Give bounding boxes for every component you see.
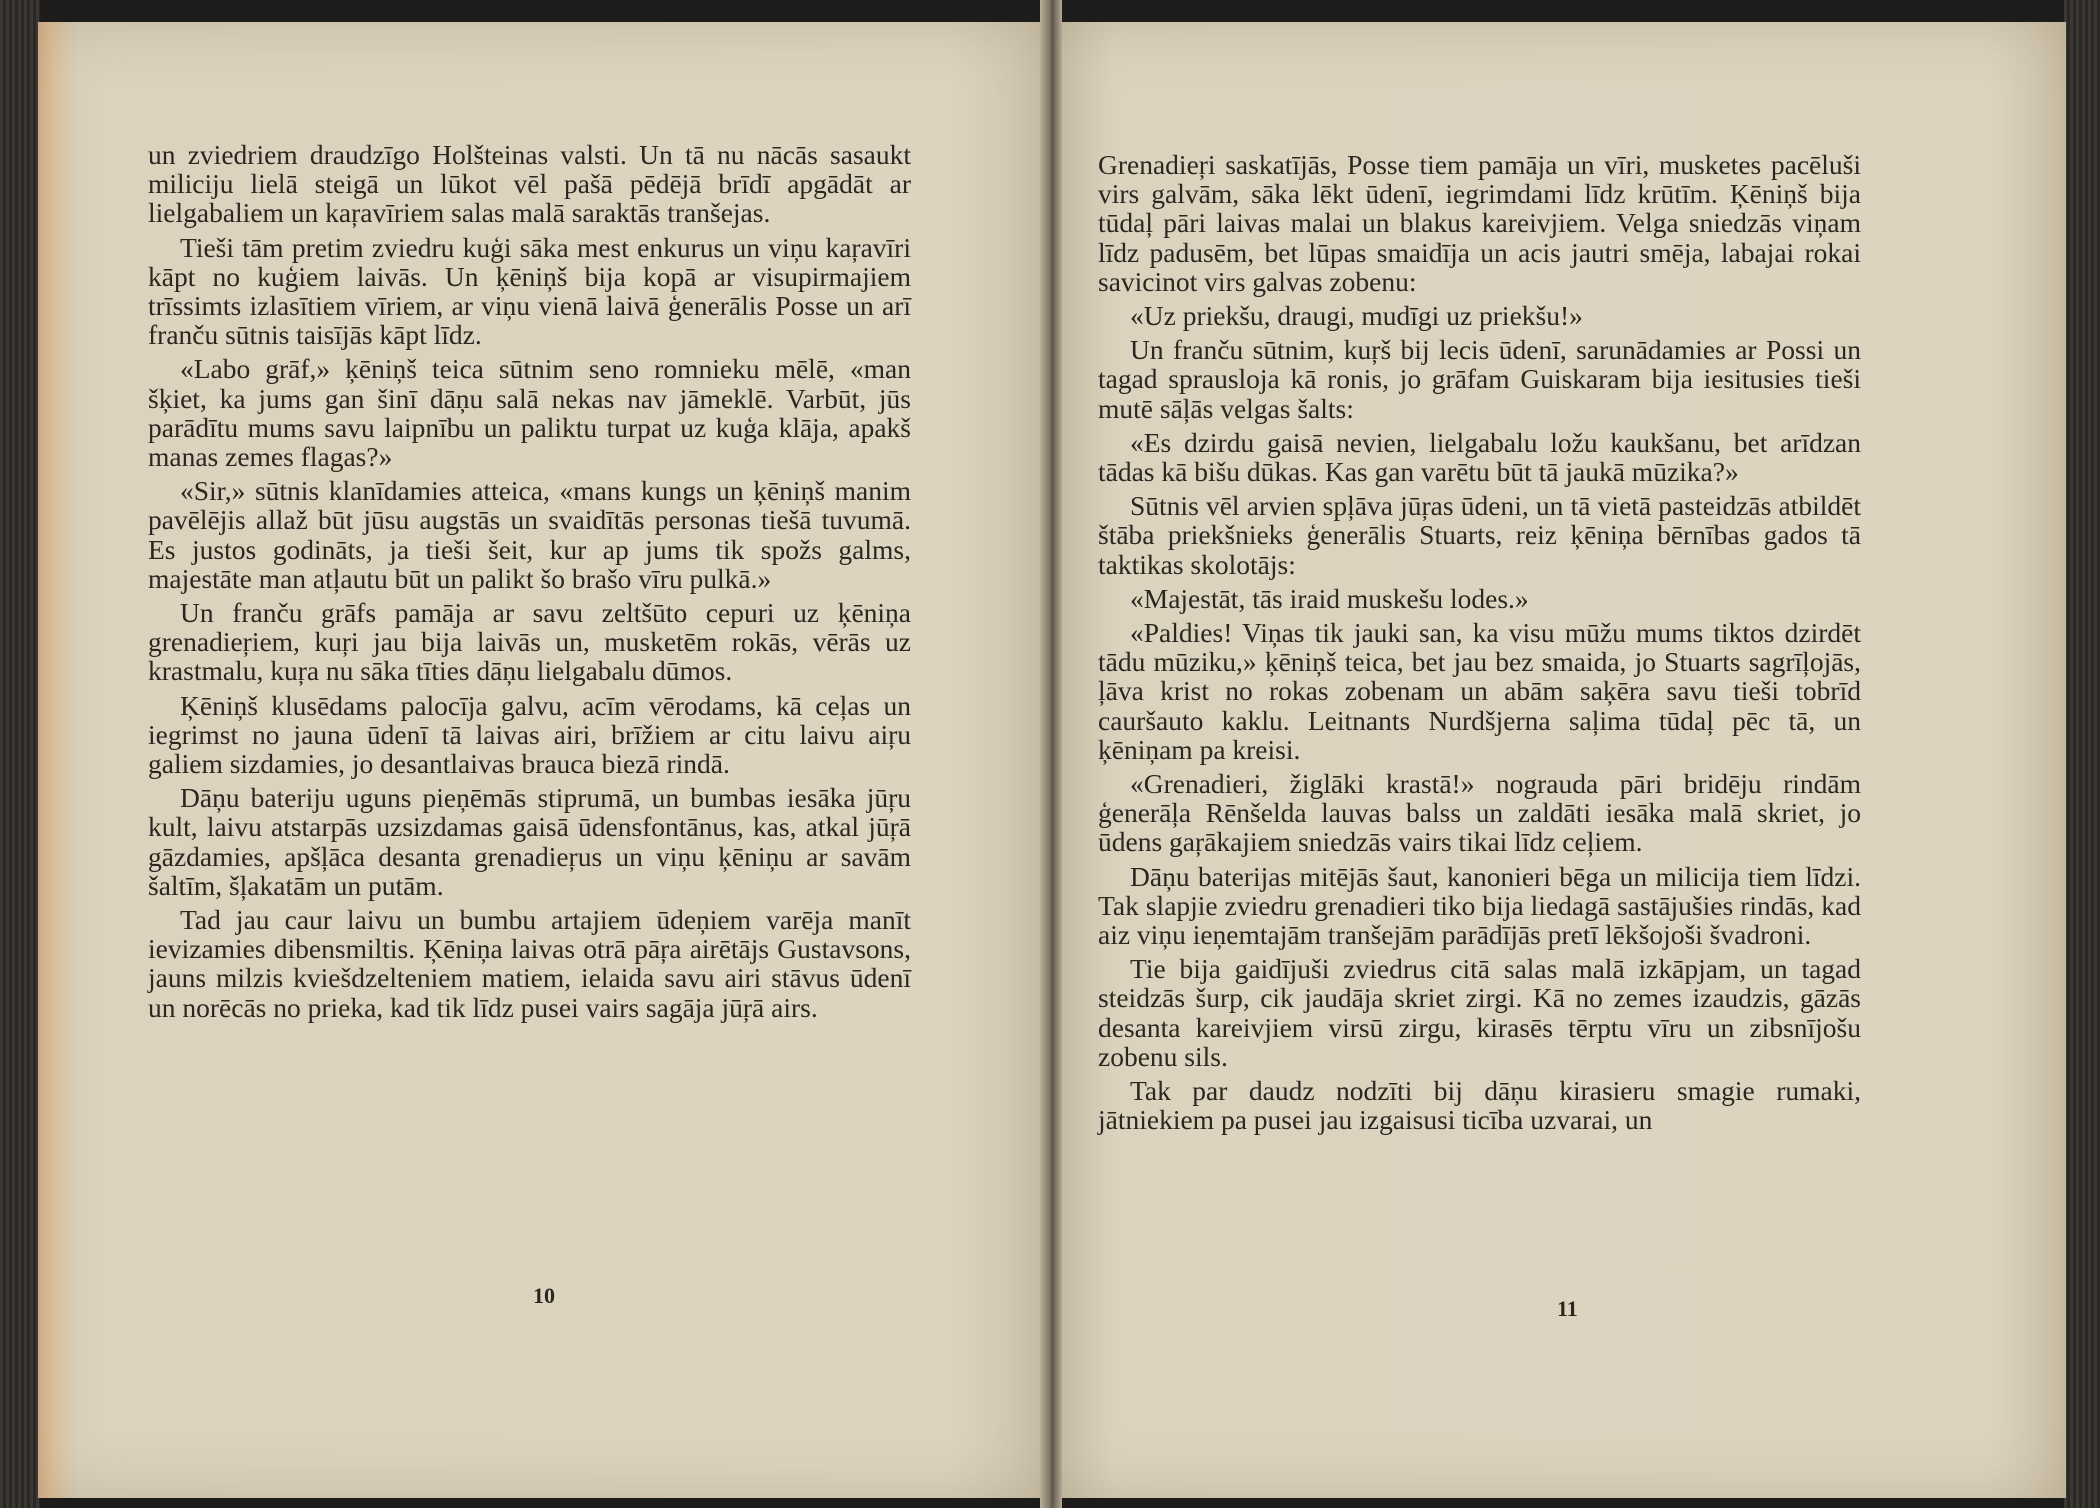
right-page-text [1098,150,1861,1140]
paragraph: Dāņu baterijas mitējās šaut, kanonieri bēga un milicija tiem līdzi. Tak slapjie zviedru grenadieri tiko bija liedagā sastājušies rindās, kad aiz viņu ieņemtajām tranšejām parādījās pretī lēkšojoši švadroni. [1098,860,1861,951]
page-number-left: 10 [533,1283,555,1308]
paragraph: «Sir,» sūtnis klanīdamies atteica, «mans kungs un ķēniņš manim pavēlējis allaž būt jūsu augstās un svaidītās personas tiešā tuvumā. Es justos godināts, ja tieši šeit, kur ap jums tik spožs galms, majestāte man atļautu būt un palikt šo brašo vīru pulkā.» [148,475,911,594]
book-gutter [1040,0,1062,1508]
paragraph: un zviedriem draudzīgo Holšteinas valsti. Un tā nu nācās sasaukt miliciju lielā steigā un lūkot vēl pašā pēdējā brīdī apgādāt ar lielgabaliem un kaŗavīriem salas malā saraktās tranšejas. [148,139,911,229]
left-page-text [148,140,911,1027]
paragraph: «Majestāt, tās iraid muskešu lodes.» [1130,582,1529,614]
book-cover-edge-left [0,0,40,1508]
paragraph: Ķēniņš klusēdams palocīja galvu, acīm vērodams, kā ceļas un iegrimst no jauna ūdenī tā laivas airi, brīžiem ar citu laivu aiŗu galiem sizdamies, jo desantlaivas brauca biezā rindā. [148,689,911,780]
paragraph: Tie bija gaidījuši zviedrus citā salas malā izkāpjam, un tagad steidzās šurp, cik jaudāja skriet zirgi. Kā no zemes izaudzis, gāzās desanta kareivjiem virsū zirgu, kirasēs tērptu vīru un zibsnījošu zobenu sils. [1098,953,1861,1072]
paragraph: «Paldies! Viņas tik jauki san, ka visu mūžu mums tiktos dzirdēt tādu mūziku,» ķēniņš teica, bet jau bez smaida, jo Stuarts sagrīļojās, ļāva krist no rokas zobenam un abām saķēra savu tieši tobrīd cauršauto kaklu. Leitnants Nurdšjerna saļima tūdaļ pēc tā, un ķēniņam pa kreisi. [1098,617,1861,765]
paragraph: Dāņu bateriju uguns pieņēmās stiprumā, un bumbas iesāka jūŗu kult, laivu atstarpās uzsizdamas gaisā ūdensfontānus, kas, atkal jūŗā gāzdamies, apšļāca desanta grenadieŗus un viņu ķēniņu ar savām šaltīm, šļakatām un putām. [148,782,911,901]
paragraph: Un franču sūtnim, kuŗš bij lecis ūdenī, sarunādamies ar Possi un tagad sprausloja kā ronis, jo grāfam Guiskaram bija iesitusies tieši mutē sāļās velgas šalts: [1098,334,1861,424]
page-number-right: 11 [1557,1296,1578,1321]
paragraph: Tak par daudz nodzīti bij dāņu kirasieru smagie rumaki, jātniekiem pa pusei jau izgaisusi ticība uzvarai, un [1098,1075,1861,1136]
paragraph: Sūtnis vēl arvien spļāva jūŗas ūdeni, un tā vietā pasteidzās atbildēt štāba priekšnieks ģenerālis Stuarts, reiz ķēniņa bērnības gados tā taktikas skolotājs: [1098,490,1861,580]
paragraph: Tieši tām pretim zviedru kuģi sāka mest enkurus un viņu kaŗavīri kāpt no kuģiem laivās. Un ķēniņš bija kopā ar visupirmajiem trīssimts izlasītiem vīriem, ar viņu vienā laivā ģenerālis Posse un arī franču sūtnis taisījās kāpt līdz. [148,231,911,351]
paragraph: Tad jau caur laivu un bumbu artajiem ūdeņiem varēja manīt ievizamies dibensmiltis. Ķēniņa laivas otrā pāŗa airētājs Gustavsons, jauns milzis kviešdzelteniem matiem, ielaida savu airi stāvus ūdenī un norēcās no prieka, kad tik līdz pusei vairs sagāja jūŗā airs. [148,904,911,1023]
paragraph: «Uz priekšu, draugi, mudīgi uz priekšu!» [1130,300,1583,332]
paragraph: Un franču grāfs pamāja ar savu zeltšūto cepuri uz ķēniņa grenadieŗiem, kuŗi jau bija laivās un, musketēm rokās, vērās uz krastmalu, kuŗa nu sāka tīties dāņu lielgabalu dūmos. [148,597,911,687]
paragraph: Grenadieŗi saskatījās, Posse tiem pamāja un vīri, musketes pacēluši virs galvām, sāka lēkt ūdenī, iegrimdami līdz krūtīm. Ķēniņš bija tūdaļ pāri laivas malai un blakus kareivjiem. Velga sniedzās viņam līdz padusēm, bet lūpas smaidīja un acis jautri smēja, labajai rokai savicinot virs galvas zobenu: [1098,149,1861,297]
paragraph: «Grenadieri, žiglāki krastā!» nograuda pāri bridēju rindām ģenerāļa Rēnšelda lauvas balss un zaldāti iesāka malā skriet, jo ūdens gaŗākajiem sniedzās vairs tikai līdz ceļiem. [1098,768,1861,858]
paragraph: «Labo grāf,» ķēniņš teica sūtnim seno romnieku mēlē, «man šķiet, ka jums gan šinī dāņu salā nekas nav jāmeklē. Varbūt, jūs parādītu mums savu laipnību un paliktu turpat uz kuģa klāja, apakš manas zemes flagas?» [148,353,911,473]
paragraph: «Es dzirdu gaisā nevien, lielgabalu ložu kaukšanu, bet arīdzan tādas kā bišu dūkas. Kas gan varētu būt tā jaukā mūzika?» [1098,426,1861,488]
book-cover-edge-right [2064,0,2100,1508]
